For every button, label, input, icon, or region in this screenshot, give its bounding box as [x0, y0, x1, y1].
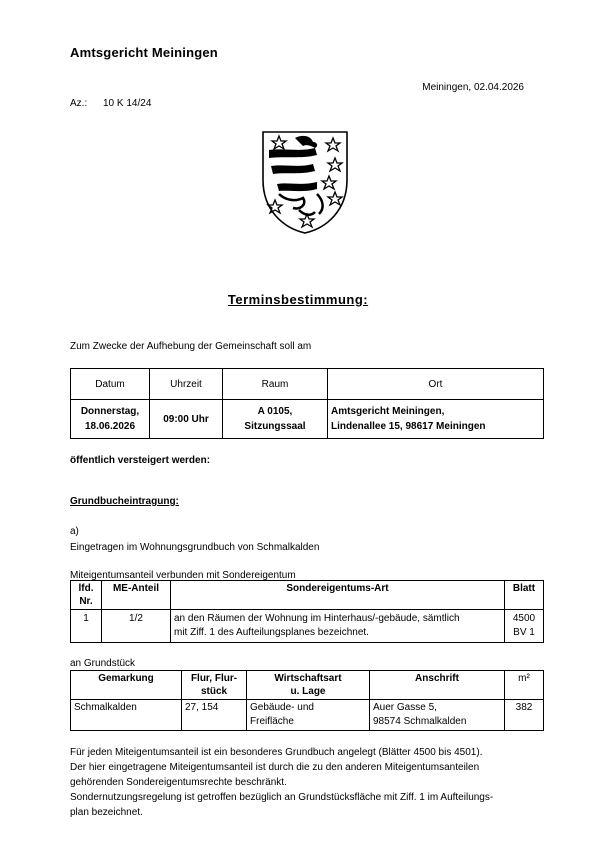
- anschrift-line: 98574 Schmalkalden: [373, 716, 467, 727]
- col-gemarkung: Gemarkung: [71, 671, 182, 700]
- footer-line: plan bezeichnet.: [70, 807, 143, 818]
- col-lfd-line: Nr.: [79, 596, 93, 607]
- col-ort: Ort: [328, 369, 544, 400]
- blatt-line: BV 1: [513, 627, 535, 638]
- intro-text: Zum Zwecke der Aufhebung der Gemeinschaft soll am: [70, 341, 312, 352]
- coat-of-arms-icon: [255, 128, 355, 236]
- col-flur-line: stück: [200, 686, 228, 697]
- section-heading-grundbuch: Grundbucheintragung:: [70, 496, 179, 507]
- footer-line: gehörenden Sondereigentumsrechte beschränkt.: [70, 777, 287, 788]
- col-me-anteil: ME-Anteil: [102, 581, 171, 610]
- cell-gemarkung: Schmalkalden: [71, 700, 182, 731]
- col-wirt-line: u. Lage: [290, 686, 326, 697]
- col-datum: Datum: [71, 369, 150, 400]
- ort-line: Lindenallee 15, 98617 Meiningen: [331, 421, 486, 432]
- raum-line: Sitzungssaal: [244, 421, 306, 432]
- blatt-line: 4500: [512, 613, 536, 624]
- cell-datum: [71, 400, 150, 439]
- cell-m2: 382: [505, 700, 544, 731]
- file-number-value: 10 K 14/24: [103, 98, 152, 109]
- cell-sondereigentum: [171, 610, 505, 643]
- col-uhrzeit: Uhrzeit: [150, 369, 223, 400]
- sonder-line: an den Räumen der Wohnung im Hinterhaus/-gebäude, sämtlich: [174, 613, 460, 624]
- court-name: Amtsgericht Meiningen: [70, 45, 218, 60]
- table-header-row: [71, 581, 544, 610]
- mea-table: [70, 580, 544, 643]
- col-m2: m²: [505, 671, 544, 700]
- cell-uhrzeit: 09:00 Uhr: [150, 400, 223, 439]
- schedule-table: [70, 368, 544, 439]
- ort-line: Amtsgericht Meiningen,: [331, 406, 445, 417]
- table-row: [71, 610, 544, 643]
- cell-me-anteil: 1/2: [102, 610, 171, 643]
- footer-notes: [70, 745, 540, 820]
- wirt-line: Gebäude- und: [250, 702, 314, 713]
- grundstueck-caption: an Grundstück: [70, 658, 136, 669]
- document-heading: Terminsbestimmung:: [227, 292, 369, 307]
- cell-raum: [223, 400, 328, 439]
- cell-ort: [328, 400, 544, 439]
- col-flur: [182, 671, 247, 700]
- col-anschrift: Anschrift: [370, 671, 505, 700]
- col-flur-line: Flur, Flur-: [190, 673, 238, 684]
- cell-blatt: [505, 610, 544, 643]
- mea-table-caption: Miteigentumsanteil verbunden mit Sondereigentum: [70, 570, 296, 581]
- cell-anschrift: [370, 700, 505, 731]
- col-sondereigentum: Sondereigentums-Art: [171, 581, 505, 610]
- wirt-line: Freifläche: [250, 716, 294, 727]
- footer-line: Sondernutzungsregelung ist getroffen bezüglich an Grundstücksfläche mit Ziff. 1 im Aufteilungs-: [70, 792, 494, 803]
- item-text-a: Eingetragen im Wohnungsgrundbuch von Schmalkalden: [70, 542, 320, 553]
- datum-line: Donnerstag,: [80, 406, 140, 417]
- footer-line: Für jeden Miteigentumsanteil ist ein besonderes Grundbuch angelegt (Blätter 4500 bis 4501).: [70, 747, 483, 758]
- table-row: [71, 700, 544, 731]
- cell-lfd: 1: [71, 610, 102, 643]
- col-wirtschaftsart: [247, 671, 370, 700]
- datum-line: 18.06.2026: [84, 421, 136, 432]
- col-blatt: Blatt: [505, 581, 544, 610]
- table-row: [71, 400, 544, 439]
- file-number-label: Az.:: [70, 98, 88, 109]
- table-header-row: [71, 369, 544, 400]
- col-raum: Raum: [223, 369, 328, 400]
- sonder-line: mit Ziff. 1 des Aufteilungsplanes bezeichnet.: [174, 627, 369, 638]
- grundstueck-table: [70, 670, 544, 731]
- footer-line: Der hier eingetragene Miteigentumsanteil ist durch die zu den anderen Miteigentumsanteilen: [70, 762, 480, 773]
- col-wirt-line: Wirtschaftsart: [274, 673, 342, 684]
- anschrift-line: Auer Gasse 5,: [373, 702, 437, 713]
- auction-text: öffentlich versteigert werden:: [70, 455, 211, 466]
- item-label-a: a): [70, 526, 79, 537]
- cell-wirtschaftsart: [247, 700, 370, 731]
- city-date: Meiningen, 02.04.2026: [422, 82, 524, 93]
- cell-flur: 27, 154: [182, 700, 247, 731]
- col-lfd: [71, 581, 102, 610]
- table-header-row: [71, 671, 544, 700]
- col-lfd-line: lfd.: [78, 583, 94, 594]
- raum-line: A 0105,: [257, 406, 293, 417]
